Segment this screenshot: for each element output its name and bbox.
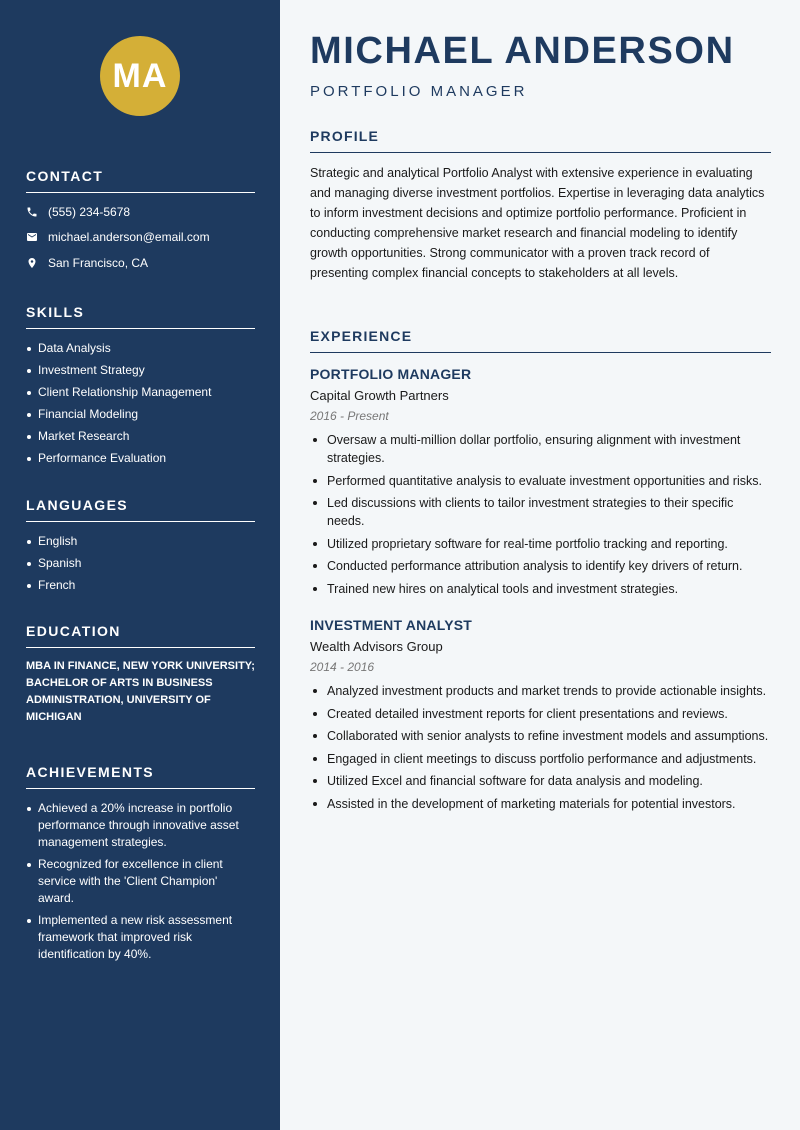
job-bullet: Engaged in client meetings to discuss portfolio performance and adjustments. — [310, 750, 771, 768]
achievement-item: Recognized for excellence in client service with the 'Client Champion' award. — [26, 856, 255, 907]
skills-list — [26, 340, 255, 467]
contact-location — [26, 250, 255, 276]
contact-phone — [26, 199, 255, 225]
contact-heading: CONTACT — [26, 168, 255, 193]
job-bullet: Analyzed investment products and market trends to provide actionable insights. — [310, 682, 771, 700]
experience-section — [310, 328, 771, 353]
candidate-name: MICHAEL ANDERSON — [310, 30, 735, 72]
profile-text: Strategic and analytical Portfolio Analyst with extensive experience in evaluating and managing diverse investment portfolios. Expertise in leveraging data analytics to inform investment decisions and optimize portfolio performance. Proficient in conducting comprehensive market research and financial modeling to identify growth opportunities. Strong communicator with a proven track record of presenting complex financial concepts to stakeholders at all levels. — [310, 166, 765, 280]
job-bullet: Collaborated with senior analysts to refine investment models and assumptions. — [310, 727, 771, 745]
profile-heading: PROFILE — [310, 128, 771, 153]
email-text: michael.anderson@email.com — [48, 230, 210, 245]
job-company: Capital Growth Partners — [310, 388, 449, 403]
phone-text: (555) 234-5678 — [48, 204, 131, 219]
languages-list — [26, 533, 255, 594]
job-entry — [310, 366, 771, 602]
skill-item: Data Analysis — [26, 340, 255, 357]
job-bullet: Utilized proprietary software for real-time portfolio tracking and reporting. — [310, 535, 771, 553]
email-icon — [26, 231, 38, 243]
job-bullet: Conducted performance attribution analysis to identify key drivers of return. — [310, 557, 771, 575]
job-entry — [310, 617, 771, 817]
job-bullet: Assisted in the development of marketing materials for potential investors. — [310, 795, 771, 813]
profile-section — [310, 128, 771, 283]
skill-item: Client Relationship Management — [26, 384, 255, 401]
achievements-list — [26, 800, 255, 963]
achievement-item: Implemented a new risk assessment framework that improved risk identification by 40%. — [26, 912, 255, 963]
skill-item: Financial Modeling — [26, 406, 255, 423]
job-title: PORTFOLIO MANAGER — [310, 366, 472, 382]
job-dates: 2016 - Present — [310, 409, 389, 423]
job-company: Wealth Advisors Group — [310, 639, 443, 654]
language-item: Spanish — [26, 555, 255, 572]
job-bullets — [310, 431, 771, 598]
job-bullets — [310, 682, 771, 813]
phone-icon — [26, 206, 38, 218]
job-bullet: Oversaw a multi-million dollar portfolio, ensuring alignment with investment strategies. — [310, 431, 771, 467]
sidebar — [0, 0, 280, 1130]
job-bullet: Performed quantitative analysis to evaluate investment opportunities and risks. — [310, 472, 771, 490]
skills-heading: SKILLS — [26, 304, 255, 329]
achievements-section — [26, 764, 255, 968]
skill-item: Performance Evaluation — [26, 450, 255, 467]
achievements-heading: ACHIEVEMENTS — [26, 764, 255, 789]
education-heading: EDUCATION — [26, 623, 255, 648]
achievement-item: Achieved a 20% increase in portfolio performance through innovative asset management strategies. — [26, 800, 255, 851]
job-bullet: Led discussions with clients to tailor investment strategies to their specific needs. — [310, 494, 771, 530]
language-item: French — [26, 577, 255, 594]
skills-section — [26, 304, 255, 472]
contact-section — [26, 168, 255, 276]
location-text: San Francisco, CA — [48, 255, 149, 270]
skill-item: Investment Strategy — [26, 362, 255, 379]
avatar: MA — [100, 36, 180, 116]
job-dates: 2014 - 2016 — [310, 660, 375, 674]
language-item: English — [26, 533, 255, 550]
job-bullet: Created detailed investment reports for client presentations and reviews. — [310, 705, 771, 723]
education-text: MBA IN FINANCE, NEW YORK UNIVERSITY; BACHELOR OF ARTS IN BUSINESS ADMINISTRATION, UNIVERSITY OF MICHIGAN — [26, 660, 255, 723]
contact-email — [26, 225, 255, 251]
job-bullet: Utilized Excel and financial software for data analysis and modeling. — [310, 772, 771, 790]
education-section — [26, 623, 255, 726]
candidate-title: PORTFOLIO MANAGER — [310, 83, 528, 100]
skill-item: Market Research — [26, 428, 255, 445]
languages-heading: LANGUAGES — [26, 497, 255, 522]
location-pin-icon — [26, 257, 38, 269]
experience-heading: EXPERIENCE — [310, 328, 771, 353]
languages-section — [26, 497, 255, 599]
job-bullet: Trained new hires on analytical tools and investment strategies. — [310, 580, 771, 598]
job-title: INVESTMENT ANALYST — [310, 617, 473, 633]
